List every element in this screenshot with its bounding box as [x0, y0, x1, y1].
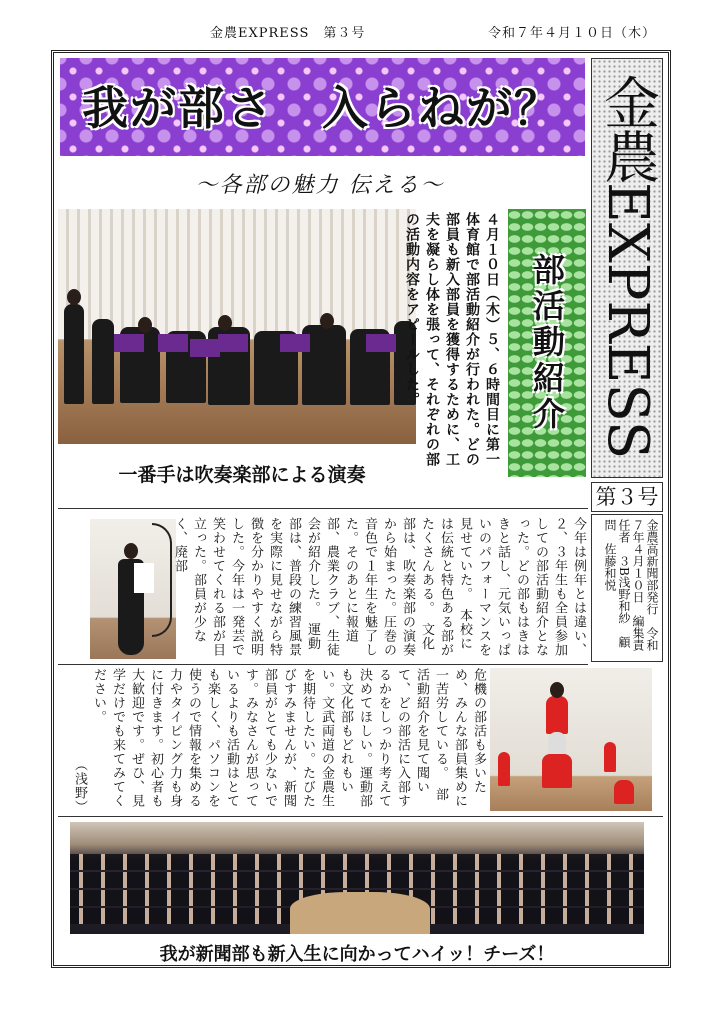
crowd-row — [70, 872, 644, 888]
group-photo — [70, 822, 644, 934]
section-divider — [58, 816, 663, 817]
band-photo — [58, 209, 416, 444]
performer-head — [67, 289, 81, 305]
stage-curtain — [58, 209, 416, 339]
article-body-column-1: 今年は例年とは違い、２、３年生も全員参加しての部活動紹介となった。どの部もはきはきと話し、元気いっぱいのパフォーマンスを見せていた。 本校には伝統と特色ある部がたくさんある。 文化部は、吹奏楽部の演奏から始まった。圧巻の音色で１年生を魅了した。そのあとに報道部、農業クラブ、生徒会が紹介した。 運動部は、普段の練習風景を実際に見せながら特徴を分かりやすく説明した。今年は一発芸で笑わせてくれる部が目立った。部員が少なく、廃部 — [172, 517, 586, 657]
music-stand — [190, 339, 220, 357]
rugby-photo — [490, 668, 652, 811]
publisher-credits: 金農高新聞部発行 令和７年４月１０日 編集責任者 ３B浅野和紗 顧問 佐藤和悦 — [591, 514, 663, 662]
music-stand — [158, 334, 188, 352]
archer-top — [134, 563, 154, 593]
rugby-player — [614, 780, 634, 804]
club-intro-tag-text: 部活動紹介 — [528, 253, 566, 433]
music-stand — [366, 334, 396, 352]
music-stand — [218, 334, 248, 352]
band-photo-caption: 一番手は吹奏楽部による演奏 — [118, 464, 366, 486]
gym-floor — [290, 892, 430, 934]
section-divider — [58, 508, 588, 509]
header-date: 令和７年４月１０日（木） — [488, 26, 657, 41]
section-divider — [58, 664, 588, 665]
performer-head — [320, 313, 334, 329]
music-stand — [114, 334, 144, 352]
performer — [64, 304, 84, 404]
headline: 我が部さ 入らねが？ — [82, 81, 562, 135]
performer — [92, 319, 114, 404]
rugby-player-head — [550, 682, 564, 698]
rugby-player — [546, 696, 568, 734]
crowd-row — [70, 854, 644, 870]
lead-paragraph: ４月１０日（木）５、６時間目に第一体育館で部活動紹介が行われた。どの部員も新入部員を獲得するために、工夫を凝らし体を張って、それぞれの部の活動内容をアピールした。 — [404, 212, 500, 467]
archer-head — [124, 543, 138, 559]
club-intro-tag — [508, 209, 586, 477]
subheadline: 〜各部の魅力 伝える〜 — [195, 173, 445, 198]
music-stand — [280, 334, 310, 352]
article-byline: （浅野） — [72, 758, 87, 814]
rugby-player — [604, 742, 616, 772]
masthead-title-kanji: 金農 — [595, 74, 660, 182]
masthead-title — [591, 74, 663, 474]
archery-photo — [90, 519, 176, 659]
article-body-column-2 — [72, 668, 488, 814]
performer-head — [218, 315, 232, 331]
rugby-player — [542, 754, 572, 788]
rugby-player — [498, 752, 510, 786]
performer-head — [138, 317, 152, 333]
issue-number: 第３号 — [591, 482, 663, 512]
masthead-title-latin: EXPRESS — [595, 182, 660, 460]
article-body-column-2-text: 危機の部活も多いため、みんな部員集めに一苦労している。 部活動紹介を見て聞いて、どの部活に入部するかをしっかり考えて決めてほしい。運動部も文化部もどれもいい。文武両道の金農生を期待したい。たびたびすみませんが、新聞部員がとても少ないです。みなさんが思っているよりも活動はとても楽しく、パソコンを使うので情報を集める力やタイピング力も身に付きます。初心者も大歓迎です。ぜひ、見学だけでも来てみてください。 — [91, 668, 486, 808]
group-photo-caption: 我が新聞部も新入生に向かってハイッ！チーズ！ — [159, 944, 555, 965]
header-issue: 金農EXPRESS 第３号 — [210, 26, 366, 41]
archery-bow — [152, 523, 172, 637]
rugby-player-shorts — [548, 732, 566, 756]
